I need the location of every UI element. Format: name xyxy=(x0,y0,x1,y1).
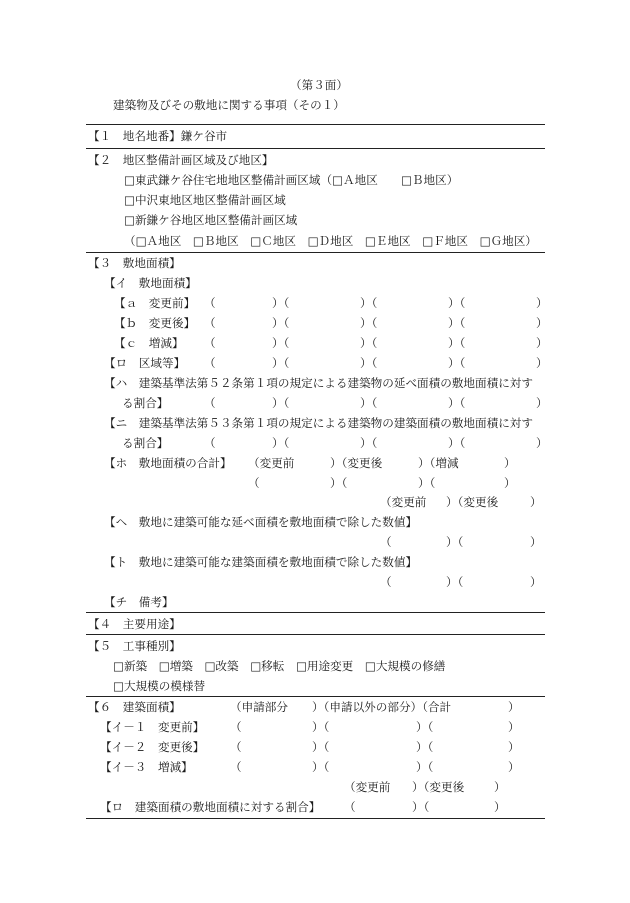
pair-after-label: ）（変更後 xyxy=(446,495,499,509)
far-ratio-label: 【ハ 建築基準法第５２条第１項の規定による建築物の延べ面積の敷地面積に対す xyxy=(104,376,533,390)
paren-close-open: ）（ xyxy=(418,476,436,490)
building-area-change-label: 【イ－３ 増減】 xyxy=(100,760,193,774)
paren-close-open: ）（ xyxy=(312,720,330,734)
building-coverage-label: 【ロ 建築面積の敷地面積に対する割合】 xyxy=(100,800,321,814)
col-close: ） xyxy=(508,700,520,714)
paren-close-open: ）（ xyxy=(272,316,290,330)
section-2-heading: 【２ 地区整備計画区域及び地区】 xyxy=(88,153,274,167)
paren-close-open: ）（ xyxy=(448,336,466,350)
far-ratio-label-cont: る割合】 xyxy=(122,396,169,410)
section-1-location: 【１ 地名地番】鎌ケ谷市 xyxy=(88,129,228,143)
col-applied-label: （申請部分 xyxy=(230,700,288,714)
work-type-options-cont: □大規模の模様替 xyxy=(113,679,206,693)
paren-close: ） xyxy=(508,760,520,774)
section-3-heading: 【３ 敷地面積】 xyxy=(88,256,181,270)
paren-close-open: ）（ xyxy=(360,336,378,350)
paren-open: （ xyxy=(204,336,216,350)
pair-close: ） xyxy=(530,495,542,509)
total-diff-close: ） xyxy=(504,456,516,470)
paren-close-open: ）（ xyxy=(446,575,464,589)
row-label-change: 【ｃ 増減】 xyxy=(114,336,184,350)
district-option-shinkamagaya: □新鎌ケ谷地区地区整備計画区域 xyxy=(124,213,298,227)
paren-open: （ xyxy=(204,396,216,410)
paren-open: （ xyxy=(204,356,216,370)
paren-close-open: ）（ xyxy=(448,296,466,310)
pair-before-label: （変更前 xyxy=(380,495,427,509)
total-diff-label: ）（増減 xyxy=(418,456,459,470)
paren-open: （ xyxy=(204,316,216,330)
page-title: 建築物及びその敷地に関する事項（その１） xyxy=(113,98,345,112)
paren-close-open: ）（ xyxy=(448,316,466,330)
district-option-nakazawa: □中沢東地区地区整備計画区域 xyxy=(124,193,286,207)
paren-close: ） xyxy=(508,720,520,734)
divider xyxy=(86,148,545,149)
paren-close-open: ）（ xyxy=(360,436,378,450)
remarks-label: 【チ 備考】 xyxy=(104,595,174,609)
paren-open: （ xyxy=(230,740,242,754)
max-floor-area-ratio-label: 【ヘ 敷地に建築可能な延べ面積を敷地面積で除した数値】 xyxy=(104,515,418,529)
bcr-ratio-label: 【ニ 建築基準法第５３条第１項の規定による建築物の建築面積の敷地面積に対す xyxy=(104,416,533,430)
paren-close-open: ）（ xyxy=(446,535,464,549)
paren-close-open: ）（ xyxy=(360,296,378,310)
district-option-tobu: □東武鎌ケ谷住宅地地区整備計画区域（□Ａ地区 □Ｂ地区） xyxy=(124,173,459,187)
paren-close-open: ）（ xyxy=(312,760,330,774)
divider xyxy=(86,634,545,635)
pair-before-label: （変更前 xyxy=(344,780,391,794)
row-label-before: 【ａ 変更前】 xyxy=(114,296,196,310)
building-area-before-label: 【イ－１ 変更前】 xyxy=(100,720,205,734)
paren-open: （ xyxy=(204,296,216,310)
paren-open: （ xyxy=(344,800,356,814)
total-after-label: ）（変更後 xyxy=(330,456,383,470)
paren-close-open: ）（ xyxy=(416,740,434,754)
pair-close: ） xyxy=(494,780,506,794)
paren-close: ） xyxy=(530,575,542,589)
divider xyxy=(86,612,545,613)
paren-close-open: ）（ xyxy=(360,356,378,370)
paren-open: （ xyxy=(230,760,242,774)
paren-open: （ xyxy=(380,575,392,589)
paren-close-open: ）（ xyxy=(412,800,430,814)
paren-close: ） xyxy=(536,316,548,330)
paren-close-open: ）（ xyxy=(272,396,290,410)
paren-close-open: ）（ xyxy=(272,436,290,450)
total-before-label: （変更前 xyxy=(248,456,295,470)
paren-close-open: ）（ xyxy=(272,296,290,310)
section-5-heading: 【５ 工事種別】 xyxy=(88,639,181,653)
paren-close: ） xyxy=(494,800,506,814)
paren-close-open: ）（ xyxy=(448,356,466,370)
district-sub-options: （□Ａ地区 □Ｂ地区 □Ｃ地区 □Ｄ地区 □Ｅ地区 □Ｆ地区 □Ｇ地区） xyxy=(124,234,537,248)
divider xyxy=(86,252,545,253)
divider xyxy=(86,696,545,697)
work-type-options: □新築 □増築 □改築 □移転 □用途変更 □大規模の修繕 xyxy=(113,659,446,673)
max-building-area-ratio-label: 【ト 敷地に建築可能な建築面積を敷地面積で除した数値】 xyxy=(104,555,418,569)
paren-close-open: ）（ xyxy=(448,436,466,450)
paren-close: ） xyxy=(536,436,548,450)
paren-close-open: ）（ xyxy=(272,356,290,370)
paren-close: ） xyxy=(536,296,548,310)
paren-close: ） xyxy=(508,740,520,754)
row-label-after: 【ｂ 変更後】 xyxy=(114,316,196,330)
paren-close: ） xyxy=(530,535,542,549)
paren-close: ） xyxy=(536,336,548,350)
paren-close-open: ）（ xyxy=(330,476,348,490)
paren-open: （ xyxy=(380,535,392,549)
section-6-heading: 【６ 建築面積】 xyxy=(88,700,181,714)
paren-open: （ xyxy=(204,436,216,450)
paren-close: ） xyxy=(536,396,548,410)
section-4-main-use: 【４ 主要用途】 xyxy=(88,617,181,631)
building-area-after-label: 【イ－２ 変更後】 xyxy=(100,740,205,754)
divider xyxy=(86,124,545,125)
paren-close-open: ）（ xyxy=(312,740,330,754)
paren-close-open: ）（ xyxy=(448,396,466,410)
col-other-total-label: ）（申請以外の部分）（合計 xyxy=(312,700,452,714)
paren-close-open: ）（ xyxy=(360,316,378,330)
total-site-area-label: 【ホ 敷地面積の合計】 xyxy=(104,456,232,470)
paren-close-open: ）（ xyxy=(416,760,434,774)
site-area-heading: 【イ 敷地面積】 xyxy=(104,276,197,290)
paren-open: （ xyxy=(248,476,260,490)
paren-close-open: ）（ xyxy=(272,336,290,350)
paren-close-open: ）（ xyxy=(416,720,434,734)
page-number: （第３面） xyxy=(290,78,348,92)
divider xyxy=(86,818,545,819)
bcr-ratio-label-cont: る割合】 xyxy=(122,436,169,450)
paren-close: ） xyxy=(536,356,548,370)
paren-close: ） xyxy=(504,476,516,490)
row-label-zone: 【ロ 区域等】 xyxy=(104,356,186,370)
pair-after-label: ）（変更後 xyxy=(412,780,465,794)
paren-close-open: ）（ xyxy=(360,396,378,410)
paren-open: （ xyxy=(230,720,242,734)
